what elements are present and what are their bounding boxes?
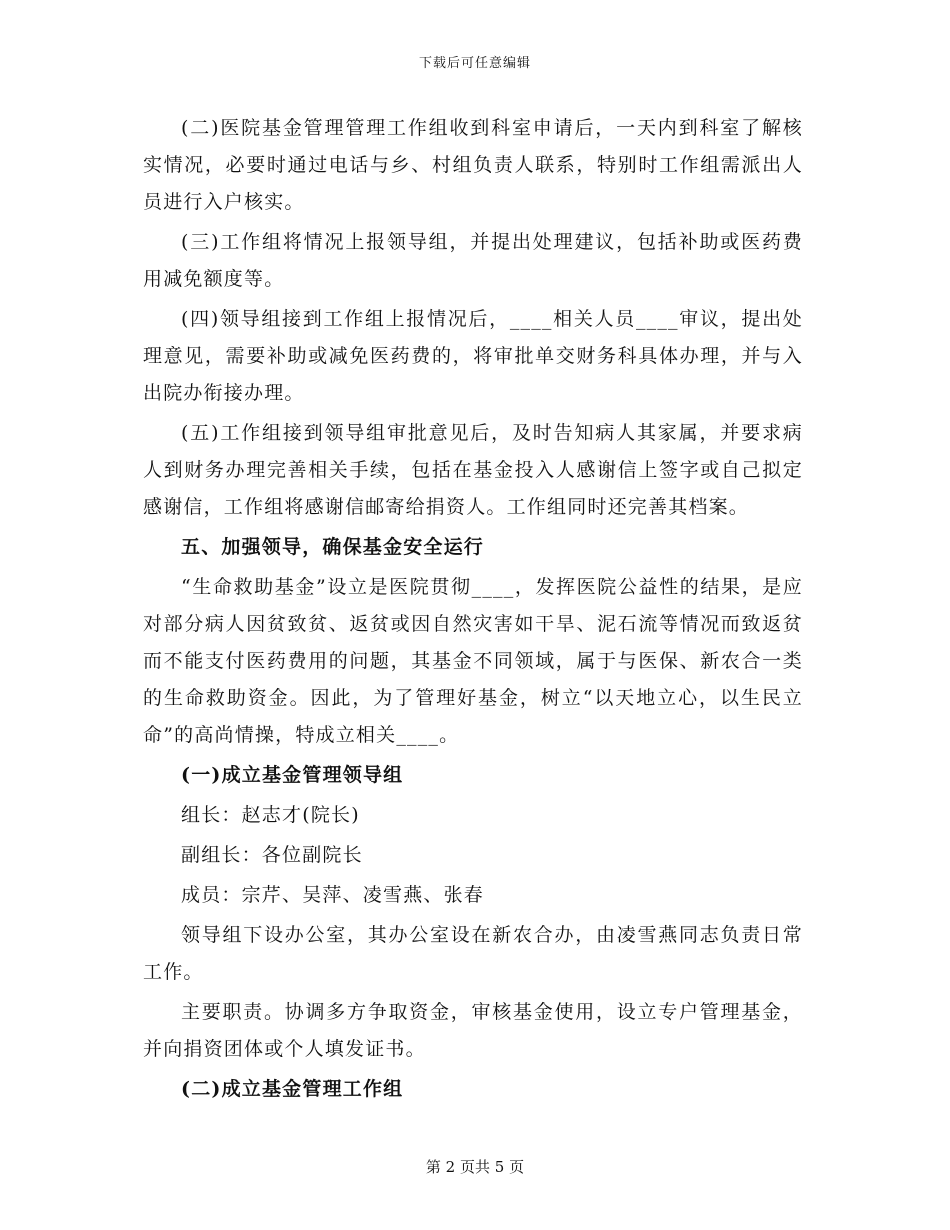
office-paragraph: 领导组下设办公室，其办公室设在新农合办，由凌雪燕同志负责日常工作。	[143, 924, 803, 983]
paragraph-step-3: (三)工作组将情况上报领导组，并提出处理建议，包括补助或医药费用减免额度等。	[143, 231, 803, 290]
document-body	[143, 110, 803, 1111]
paragraph-step-5: (五)工作组接到领导组审批意见后，及时告知病人其家属，并要求病人到财务办理完善相关手续，包括在基金投入人感谢信上签字或自己拟定感谢信，工作组将感谢信邮寄给捐资人。工作组同时还完善其档案。	[143, 422, 803, 518]
subheading-working-group: (二)成立基金管理工作组	[181, 1078, 404, 1100]
members-line: 成员：宗芹、吴萍、凌雪燕、张春	[181, 884, 485, 906]
leader-line: 组长：赵志才(院长)	[181, 804, 360, 826]
paragraph-step-4: (四)领导组接到工作组上报情况后，____相关人员____审议，提出处理意见，需要补助或减免医药费的，将审批单交财务科具体办理，并与入出院办衔接办理。	[143, 308, 803, 404]
duties-paragraph: 主要职责。协调多方争取资金，审核基金使用，设立专户管理基金，并向捐资团体或个人填发证书。	[143, 1001, 803, 1060]
paragraph-fund-intro: “生命救助基金”设立是医院贯彻____，发挥医院公益性的结果，是应对部分病人因贫致贫、返贫或因自然灾害如干旱、泥石流等情况而致返贫而不能支付医药费用的问题，其基金不同领域，属于与医保、新农合一类的生命救助资金。因此，为了管理好基金，树立“以天地立心，以生民立命”的高尚情操，特成立相关____。	[143, 576, 803, 746]
paragraph-step-2: (二)医院基金管理管理工作组收到科室申请后，一天内到科室了解核实情况，必要时通过电话与乡、村组负责人联系，特别时工作组需派出人员进行入户核实。	[143, 117, 803, 213]
page-footer: 第 2 页共 5 页	[425, 1158, 525, 1176]
subheading-leadership-group: (一)成立基金管理领导组	[181, 764, 404, 786]
section-heading-5: 五、加强领导，确保基金安全运行	[181, 536, 485, 558]
page-header: 下载后可任意编辑	[418, 56, 531, 71]
deputy-leader-line: 副组长：各位副院长	[181, 844, 363, 866]
